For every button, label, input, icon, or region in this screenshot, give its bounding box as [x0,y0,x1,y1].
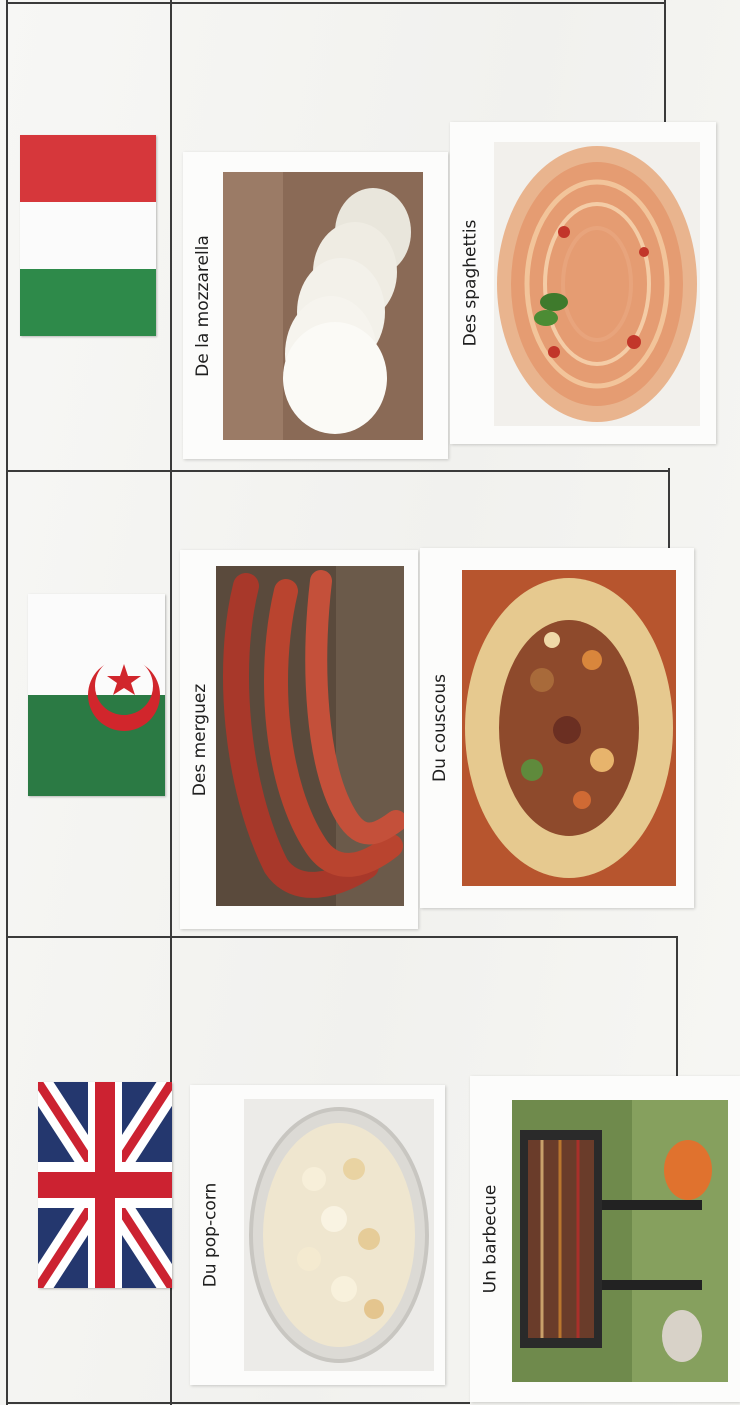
food-label: Des spaghettis [460,219,480,347]
mozzarella-photo [223,172,423,440]
couscous-photo [462,570,676,886]
food-card-couscous [420,548,694,908]
table-line [6,470,670,472]
table-line [664,0,666,124]
flag-band [20,135,156,202]
food-label: Du couscous [430,673,450,783]
flag-band [20,202,156,269]
food-card-merguez [180,550,418,929]
popcorn-photo [244,1099,434,1371]
table-line [6,1402,470,1404]
table-line [676,936,678,1078]
barbecue-photo [512,1100,728,1382]
flag-italy-icon [20,135,156,336]
flag-uk-icon [38,1082,172,1288]
food-card-barbecue [470,1076,740,1402]
table-line [668,468,670,552]
food-label: De la mozzarella [193,234,214,377]
food-card-mozzarella [183,152,448,459]
table-line [6,936,678,938]
spaghetti-photo [494,142,700,426]
merguez-photo [216,566,404,906]
food-label: Un barbecue [480,1184,500,1294]
flag-band [20,269,156,336]
crescent-star-icon [28,594,165,796]
table-line [6,2,666,4]
food-label: Du pop-corn [200,1182,221,1288]
food-card-spaghetti [450,122,716,444]
food-label: Des merguez [190,683,210,796]
union-jack-icon [38,1082,172,1288]
flag-algeria-icon [28,594,165,796]
table-line [6,0,8,1405]
food-card-popcorn [190,1085,445,1385]
